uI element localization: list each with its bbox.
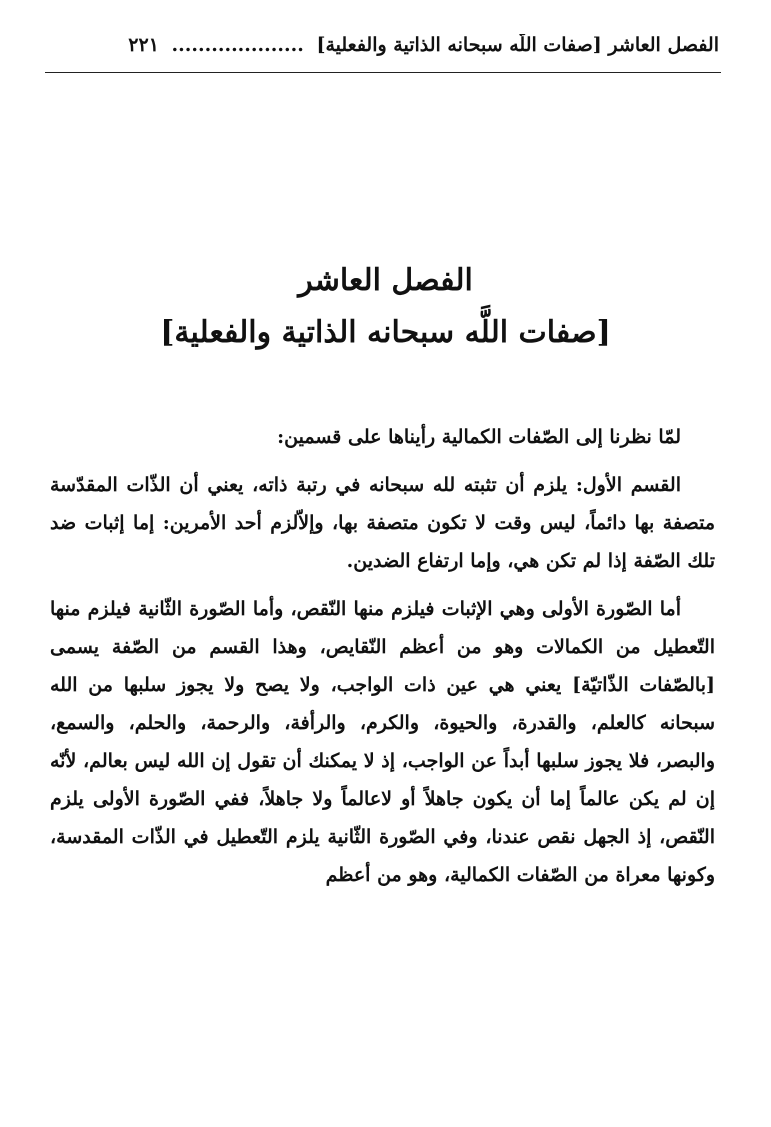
- chapter-title-line-2: [صفات اللَّه سبحانه الذاتية والفعلية]: [160, 315, 611, 350]
- page-number: ٢٢١: [128, 34, 159, 56]
- body-text: [50, 418, 715, 904]
- running-header: [45, 34, 719, 56]
- header-rule: [45, 72, 721, 73]
- paragraph-first-section: القسم الأول: يلزم أن تثبته لله سبحانه في رتبة ذاته، يعني أن الذّات المقدّسة متصفة بها دائماً، ليس وقت لا تكون متصفة بها، وإلاّلزم أحد الأمرين: إما إثبات ضد تلك الصّفة إذا لم تكن هي، وإما ارتفاع الضدين.: [50, 474, 715, 572]
- running-header-dots: ....................: [171, 34, 304, 56]
- paragraph-intro: لمّا نظرنا إلى الصّفات الكمالية رأيناها على قسمين:: [277, 426, 681, 448]
- chapter-title: [0, 255, 771, 359]
- chapter-title-line-1: الفصل العاشر: [298, 263, 473, 298]
- paragraph-second-section: أما الصّورة الأولى وهي الإثبات فيلزم منها النّقص، وأما الصّورة الثّانية فيلزم منها التّعطيل من الكمالات وهو من أعظم النّقايص، وهذا القسم من الصّفة يسمى [بالصّفات الذّاتيّة] يعني هي عين ذات الواجب، ولا يصح ولا يجوز سلبها من الله سبحانه كالعلم، والقدرة، والحيوة، والكرم، والرأفة، والرحمة، والحلم، والسمع، والبصر، فلا يجوز سلبها أبداً عن الواجب، إذ لا يمكنك أن تقول إن الله ليس بعالم، لأنّه إن لم يكن عالماً إما أن يكون جاهلاً أو لاعالماً ولا جاهلاً، ففي الصّورة الأولى يلزم النّقص، إذ الجهل نقص عندنا، وفي الصّورة الثّانية يلزم التّعطيل في الذّات المقدسة، وكونها معراة من الصّفات الكمالية، وهو من أعظم: [50, 598, 715, 886]
- running-header-title: الفصل العاشر [صفات اللّه سبحانه الذاتية والفعلية]: [316, 34, 719, 56]
